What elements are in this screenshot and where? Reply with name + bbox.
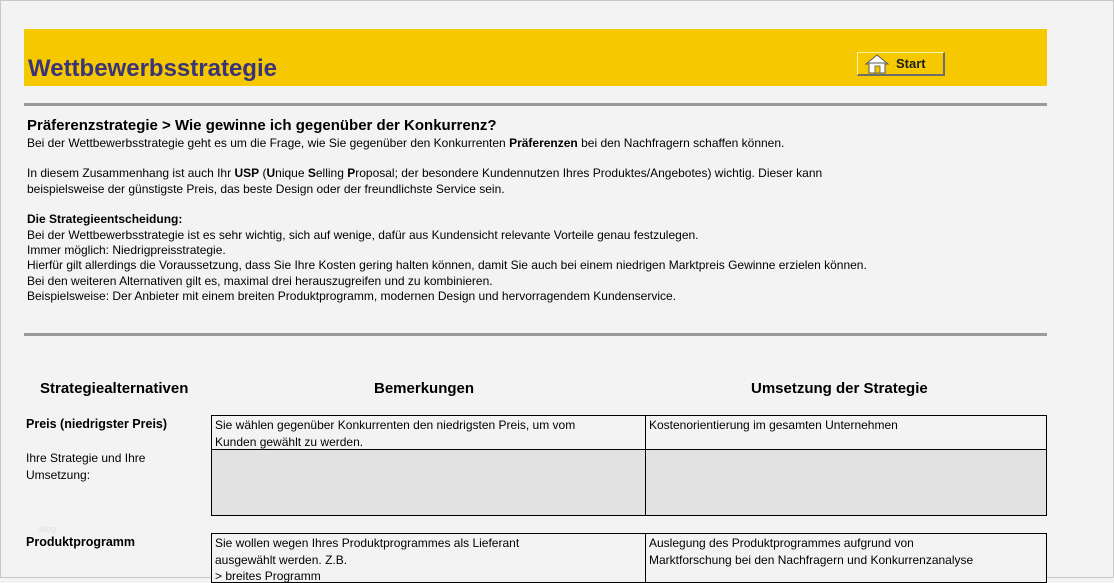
implementation-cell-price bbox=[645, 415, 1047, 450]
intro-text: Bei der Wettbewerbsstrategie geht es um die Frage, wie Sie gegenüber den Konkurrenten bbox=[27, 136, 510, 150]
decision-line: Hierfür gilt allerdings die Voraussetzung, dass Sie Ihre Kosten gering halten können, damit Sie auch bei einem niedrigen Marktpreis Gewinne erzielen können. bbox=[27, 258, 867, 273]
header-banner bbox=[24, 29, 1047, 86]
home-icon bbox=[864, 54, 890, 79]
watermark: blog bbox=[39, 524, 57, 534]
cell-line: Sie wollen wegen Ihres Produktprogrammes als Lieferant bbox=[215, 536, 520, 550]
cell-line: > breites Programm bbox=[215, 569, 321, 583]
intro-text: bei den Nachfragern schaffen können. bbox=[577, 136, 785, 150]
intro-paragraph bbox=[27, 136, 1037, 151]
decision-heading-text: Die Strategieentscheidung: bbox=[27, 212, 183, 227]
cell-line: Sie wählen gegenüber Konkurrenten den niedrigsten Preis, um vom bbox=[215, 418, 576, 432]
intro-bold: Präferenzen bbox=[509, 136, 578, 150]
row-label-product-program: Produktprogramm bbox=[26, 535, 136, 549]
intro-heading: Präferenzstrategie > Wie gewinne ich gegenüber der Konkurrenz? bbox=[27, 117, 497, 134]
decision-line: Bei den weiteren Alternativen gilt es, maximal drei herauszugreifen und zu kombinieren. bbox=[27, 273, 493, 288]
strategy-input-remarks[interactable] bbox=[211, 449, 646, 516]
row-label-price: Preis (niedrigster Preis) bbox=[26, 417, 168, 431]
usp-text: roposal; der besondere Kundennutzen Ihres Produktes/Angebotes) wichtig. Dieser kann bbox=[355, 166, 823, 181]
usp-bold: USP bbox=[234, 166, 260, 181]
usp-text: In diesem Zusammenhang ist auch Ihr bbox=[27, 166, 235, 181]
column-header-alternatives: Strategiealternativen bbox=[40, 380, 189, 397]
usp-text: elling bbox=[315, 166, 348, 181]
cell-line: ausgewählt werden. Z.B. bbox=[215, 552, 348, 567]
cell-line: Kunden gewählt zu werden. bbox=[215, 434, 364, 449]
divider-top bbox=[24, 103, 1047, 106]
cell-line: Kostenorientierung im gesamten Unternehmen bbox=[649, 418, 898, 432]
row-sub-line: Umsetzung: bbox=[26, 468, 91, 482]
decision-heading bbox=[27, 212, 1037, 227]
usp-letter: U bbox=[266, 166, 276, 181]
strategy-input-implementation[interactable] bbox=[645, 449, 1047, 516]
usp-letter: P bbox=[347, 166, 356, 181]
implementation-cell-product-program bbox=[645, 533, 1047, 583]
decision-line: Beispielsweise: Der Anbieter mit einem breiten Produktprogramm, modernen Design und hervorragendem Kundenservice. bbox=[27, 289, 676, 304]
start-button[interactable] bbox=[857, 52, 945, 76]
usp-paragraph-line2: beispielsweise der günstigste Preis, das beste Design oder der freundlichste Service sein. bbox=[27, 181, 505, 196]
cell-line: Auslegung des Produktprogrammes aufgrund von bbox=[649, 536, 914, 550]
decision-line: Immer möglich: Niedrigpreisstrategie. bbox=[27, 243, 226, 258]
usp-letter: S bbox=[307, 166, 316, 181]
start-button-label: Start bbox=[896, 56, 926, 71]
usp-paragraph: In diesem Zusammenhang ist auch Ihr USP (Unique Selling Proposal; der besondere Kundennutzen Ihres Produktes/Angebotes) wichtig. Dieser kann bbox=[27, 166, 823, 181]
intro-section bbox=[27, 117, 1037, 305]
row-sub-line: Ihre Strategie und Ihre bbox=[26, 451, 146, 465]
column-header-remarks: Bemerkungen bbox=[374, 380, 475, 397]
usp-text: nique bbox=[275, 166, 308, 181]
cell-line: Marktforschung bei den Nachfragern und Konkurrenzanalyse bbox=[649, 552, 974, 567]
remark-cell-price bbox=[211, 415, 646, 450]
divider-middle bbox=[24, 333, 1047, 336]
column-header-implementation: Umsetzung der Strategie bbox=[751, 380, 928, 397]
page-title: Wettbewerbsstrategie bbox=[28, 55, 277, 82]
remark-cell-product-program bbox=[211, 533, 646, 583]
decision-line: Bei der Wettbewerbsstrategie ist es sehr wichtig, sich auf wenige, dafür aus Kundensicht relevante Vorteile genau festzulegen. bbox=[27, 227, 699, 242]
